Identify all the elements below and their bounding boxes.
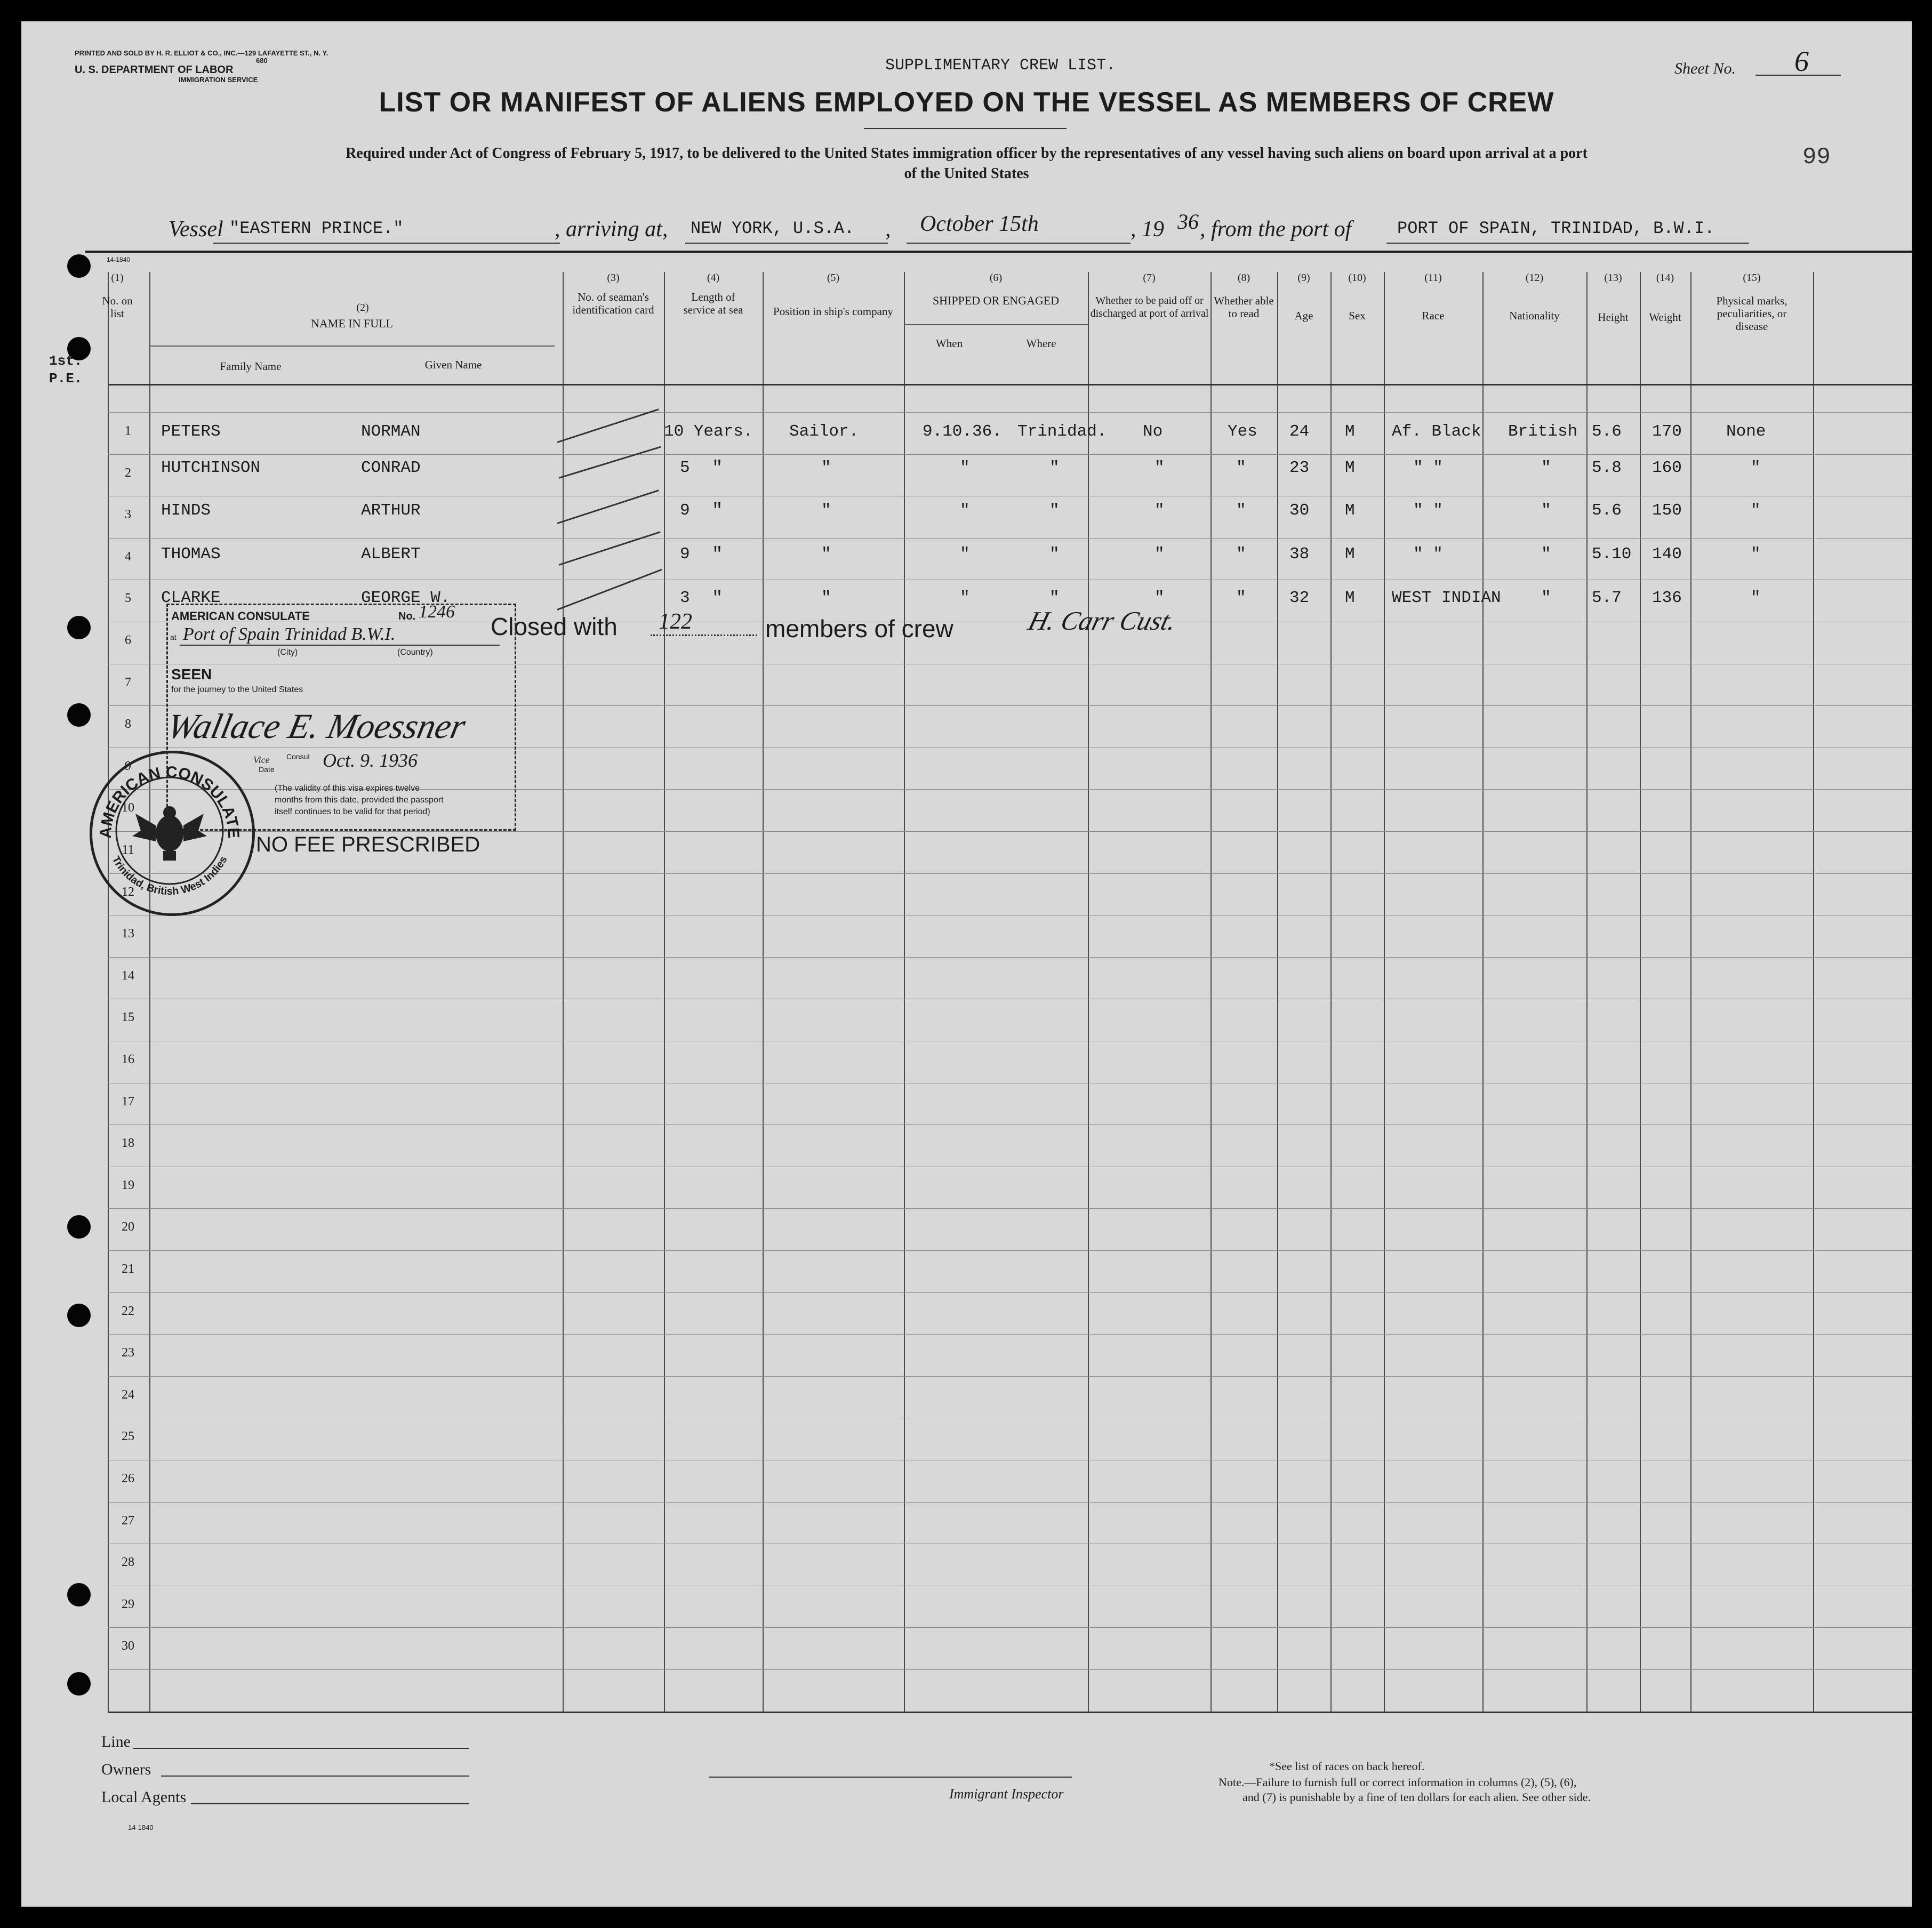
row-number: 22 xyxy=(122,1304,134,1318)
cell-service: 9 xyxy=(680,545,690,564)
row-rule xyxy=(108,454,1912,455)
cell-sex: M xyxy=(1345,545,1355,564)
row-number: 7 xyxy=(125,676,131,689)
arrival-port: NEW YORK, U.S.A. xyxy=(691,219,855,238)
row-number: 24 xyxy=(122,1388,134,1402)
row-rule xyxy=(108,831,1912,832)
row-rule xyxy=(108,1124,1912,1125)
col-num: (7) xyxy=(1143,272,1156,284)
row-number: 8 xyxy=(125,717,131,731)
row-number: 23 xyxy=(122,1346,134,1360)
row-number: 2 xyxy=(125,466,131,480)
row-number: 28 xyxy=(122,1555,134,1569)
stamp-journey: for the journey to the United States xyxy=(171,685,303,694)
master-signature: H. Carr Cust. xyxy=(1025,606,1180,636)
table-bottom-rule xyxy=(108,1712,1912,1713)
cell-read: " xyxy=(1236,545,1246,564)
row-number: 14 xyxy=(122,969,134,983)
eagle-icon xyxy=(132,806,207,861)
ditto-mark: " xyxy=(712,501,723,521)
col-head-nationality: Nationality xyxy=(1509,309,1560,322)
row-number: 13 xyxy=(122,927,134,941)
col-head-shipped: SHIPPED OR ENGAGED xyxy=(932,294,1060,307)
row-rule xyxy=(108,538,1912,539)
col-num: (4) xyxy=(707,272,720,284)
id-card-slash xyxy=(557,489,659,524)
arriving-label: , arriving at, xyxy=(555,217,668,242)
date-underline xyxy=(907,243,1131,244)
vessel-label: Vessel xyxy=(169,217,223,242)
row-number: 6 xyxy=(125,633,131,647)
col-num: (10) xyxy=(1348,272,1366,284)
row-rule xyxy=(108,412,1912,413)
cell-position: " xyxy=(821,459,831,477)
title-rule xyxy=(864,128,1067,129)
row-number: 4 xyxy=(125,550,131,564)
members-label: members of crew xyxy=(765,615,953,642)
service-label: IMMIGRATION SERVICE xyxy=(179,76,258,84)
seal-top-text: AMERICAN CONSULATE xyxy=(97,763,243,839)
cell-family: THOMAS xyxy=(161,545,221,564)
cell-nationality: " xyxy=(1541,501,1551,520)
column-rule xyxy=(1640,272,1641,1712)
cell-paid-off: " xyxy=(1155,459,1165,477)
col-head-weight: Weight xyxy=(1649,311,1681,324)
stamp-country-label: (Country) xyxy=(397,648,433,657)
col-num: (11) xyxy=(1424,272,1442,284)
department-label: U. S. DEPARTMENT OF LABOR xyxy=(75,64,234,76)
col-head-given: Given Name xyxy=(424,358,482,371)
cell-given: ARTHUR xyxy=(361,501,421,520)
margin-note: 1st. xyxy=(49,353,83,369)
cell-weight: 140 xyxy=(1652,545,1682,564)
year-prefix: , 19 xyxy=(1131,217,1164,242)
binder-hole xyxy=(67,616,91,639)
cell-weight: 150 xyxy=(1652,501,1682,520)
cell-read: " xyxy=(1236,501,1246,520)
seal-bottom-text: Trinidad, British West Indies xyxy=(109,854,230,898)
column-rule xyxy=(1482,272,1484,1712)
col-num: (8) xyxy=(1237,272,1250,284)
page-subtitle-cont: of the United States xyxy=(904,165,1029,182)
binder-hole xyxy=(67,1672,91,1696)
cell-family: HINDS xyxy=(161,501,211,520)
departure-underline xyxy=(1386,243,1749,244)
cell-given: GEORGE W. xyxy=(361,589,451,607)
cell-read: Yes xyxy=(1228,422,1257,441)
cell-position: " xyxy=(821,589,831,607)
stamp-at-label: at xyxy=(170,633,177,641)
cell-service: 10 Years. xyxy=(664,422,753,441)
column-rule xyxy=(108,272,109,1712)
footer-owners-label: Owners xyxy=(101,1761,151,1778)
id-card-slash xyxy=(559,531,661,566)
binder-hole xyxy=(67,1304,91,1327)
cell-race: " " xyxy=(1413,545,1443,564)
cell-service: 9 xyxy=(680,501,690,520)
cell-height: 5.6 xyxy=(1592,422,1622,441)
col-head-where: Where xyxy=(1026,337,1056,350)
id-card-slash xyxy=(559,446,661,479)
row-number: 12 xyxy=(122,885,134,899)
row-rule xyxy=(108,1292,1912,1293)
fine-note-cont: and (7) is punishable by a fine of ten dollars for each alien. See other side. xyxy=(1242,1790,1591,1804)
col-head-family: Family Name xyxy=(220,360,282,373)
col-head-race: Race xyxy=(1422,309,1445,322)
cell-sex: M xyxy=(1345,589,1355,607)
col-num: (9) xyxy=(1297,272,1310,284)
binder-hole xyxy=(67,254,91,278)
cell-where: " xyxy=(1049,545,1060,564)
column-rule xyxy=(664,272,665,1712)
inspector-label: Immigrant Inspector xyxy=(949,1786,1064,1802)
footer-form-code: 14-1840 xyxy=(128,1823,154,1831)
ditto-mark: " xyxy=(712,545,723,565)
cell-when: " xyxy=(960,501,970,520)
row-number: 5 xyxy=(125,591,131,605)
cell-marks: " xyxy=(1751,459,1761,477)
cell-marks: None xyxy=(1726,422,1766,441)
stamp-validity: (The validity of this visa expires twelve xyxy=(275,784,420,793)
cell-family: HUTCHINSON xyxy=(161,459,261,477)
col-head-no: No. on list xyxy=(102,294,133,320)
ditto-mark: " xyxy=(712,459,723,479)
cell-sex: M xyxy=(1345,422,1355,441)
cell-weight: 136 xyxy=(1652,589,1682,607)
col-head-sex: Sex xyxy=(1349,309,1366,322)
stamp-vice-label: Vice xyxy=(253,754,270,765)
cell-read: " xyxy=(1236,589,1246,607)
crew-count: 122 xyxy=(659,609,692,634)
column-rule xyxy=(904,272,905,1712)
cell-given: CONRAD xyxy=(361,459,421,477)
stamp-seen: SEEN xyxy=(171,666,212,682)
row-number: 10 xyxy=(122,801,134,815)
cell-paid-off: " xyxy=(1155,501,1165,520)
column-rule xyxy=(1277,272,1278,1712)
row-rule xyxy=(108,1250,1912,1251)
cell-nationality: " xyxy=(1541,589,1551,607)
column-rule xyxy=(763,272,764,1712)
cell-where: Trinidad. xyxy=(1017,422,1107,441)
row-rule xyxy=(108,873,1912,874)
sheet-number: 6 xyxy=(1794,45,1809,77)
cell-position: Sailor. xyxy=(789,422,859,441)
form-small-number: 680 xyxy=(256,57,268,65)
column-rule xyxy=(1813,272,1814,1712)
row-number: 9 xyxy=(125,759,131,773)
consulate-seal xyxy=(90,751,255,916)
row-number: 17 xyxy=(122,1095,134,1108)
departure-port: PORT OF SPAIN, TRINIDAD, B.W.I. xyxy=(1397,219,1715,238)
row-rule xyxy=(108,1627,1912,1628)
cell-when: " xyxy=(960,459,970,477)
no-fee-stamp: NO FEE PRESCRIBED xyxy=(256,833,480,856)
supplementary-label: SUPPLIMENTARY CREW LIST. xyxy=(885,57,1116,75)
row-rule xyxy=(108,957,1912,958)
row-number: 20 xyxy=(122,1220,134,1234)
race-note: *See list of races on back hereof. xyxy=(1269,1760,1425,1773)
col-head-age: Age xyxy=(1294,309,1313,322)
cell-service: 5 xyxy=(680,459,690,477)
col-num: (3) xyxy=(607,272,620,284)
ditto-mark: " xyxy=(712,589,723,609)
row-number: 11 xyxy=(122,843,134,857)
vessel-name: "EASTERN PRINCE." xyxy=(229,219,404,238)
cell-age: 23 xyxy=(1289,459,1310,477)
header-rule xyxy=(85,251,1912,253)
count-dots xyxy=(651,634,757,636)
page-number: 99 xyxy=(1802,144,1831,171)
cell-age: 38 xyxy=(1289,545,1310,564)
column-rule xyxy=(149,272,150,1712)
page-subtitle: Required under Act of Congress of February 5, 1917, to be delivered to the United States immigration officer by the representatives of any vessel having such aliens on board upon arrival at a port xyxy=(346,145,1588,162)
row-number: 30 xyxy=(122,1639,134,1653)
cell-age: 30 xyxy=(1289,501,1310,520)
row-number: 29 xyxy=(122,1597,134,1611)
row-rule xyxy=(108,1502,1912,1503)
col-num: (6) xyxy=(989,272,1003,284)
cell-where: " xyxy=(1049,589,1060,607)
row-number: 16 xyxy=(122,1053,134,1066)
col-num: (2) xyxy=(356,302,369,314)
from-port-label: , from the port of xyxy=(1200,217,1352,242)
col-head-id-card: No. of seaman's identification card xyxy=(572,291,654,316)
cell-race: " " xyxy=(1413,459,1443,477)
cell-read: " xyxy=(1236,459,1246,477)
row-rule xyxy=(108,1669,1912,1670)
inspector-signature-line xyxy=(709,1777,1072,1778)
column-rule xyxy=(1330,272,1332,1712)
sheet-label: Sheet No. xyxy=(1674,60,1736,77)
column-rule xyxy=(1210,272,1212,1712)
col-head-height: Height xyxy=(1598,311,1629,324)
cell-paid-off: " xyxy=(1155,545,1165,564)
row-number: 21 xyxy=(122,1262,134,1276)
col-num: (5) xyxy=(827,272,840,284)
cell-given: NORMAN xyxy=(361,422,421,441)
cell-nationality: " xyxy=(1541,545,1551,564)
cell-when: 9.10.36. xyxy=(923,422,1002,441)
row-number: 15 xyxy=(122,1010,134,1024)
stamp-heading: AMERICAN CONSULATE xyxy=(171,609,310,623)
col-head-paid-off: Whether to be paid off or discharged at port of arrival xyxy=(1090,295,1209,319)
row-number: 19 xyxy=(122,1178,134,1192)
stamp-date-label: Date xyxy=(259,765,275,774)
cell-sex: M xyxy=(1345,459,1355,477)
id-card-slash xyxy=(557,569,662,610)
header-bottom-rule xyxy=(108,384,1912,385)
cell-service: 3 xyxy=(680,589,690,607)
manifest-page: PRINTED AND SOLD BY H. R. ELLIOT & CO., INC.—129 LAFAYETTE ST., N. Y. U. S. DEPARTMENT OF LABOR IMMIGRATION SERVICE 680 SUPPLIMENTARY CREW LIST. Sheet No. 6 LIST OR MANIFEST OF ALIENS EMPLOYED ON THE VESSEL AS MEMBERS OF CREW Required under Act of Congress of February 5, 1917, to be delivered to the United States immigration officer by the representatives of any vessel having such aliens on board upon arrival at a port of the United States 99 Vessel "EASTERN PRINCE." , arriving at, NEW YORK, U.S.A. , October 15th , 19 36 , from the port of PORT OF SPAIN, TRINIDAD, B.W.I. 14-1840 (1) (2) (3) (4) (5) (6) (7) (8) (9) (10) (11) (12) (13) (14) (15) No. on list NAME IN FULL Family Name Given Name No. of seaman's identification card Length of service at sea Position in ship's company SHIPPED OR ENGAGED When Where Whether to be paid off or discharged at port of arrival Whether able to read Age Sex Race Nationality Height Weight Physical marks, peculiarities, or disease 1st. P.E. 1 2 3 4 5 6 7 8 9 10 11 12 13 14 15 16 17 18 19 20 21 22 23 24 25 26 27 28 29 30 PETERS NORMAN 10 Years. Sailor. 9.10.36. Trinidad. No Yes 24 M Af. Black British 5.6 170 None HUTCHINSON CONRAD 5 " " " " " " 23 M " " " 5.8 160 " HINDS ARTHUR 9 " " " " " " 30 M " " " 5.6 150 " THOMAS ALBERT 9 " " " " " " 38 M " " " 5.10 140 " CLARKE GEORGE W. 3 " " " " " " 32 M WEST INDIAN " 5.7 136 " Closed with 122 members of crew H. Carr Cust. AMERICAN CONSULATE No. 1246 at Port of Spain Trinidad B.W.I. (City) (Country) SEEN for the journey to the United States Wallace E. Moessner Vice Consul Date Oct. 9. 1936 (The validity of this visa expires twelve months from this date, provided the passport itself continues to be valid for that period) AMERICAN CONSULATE Trinidad, British West Indies NO FEE PRESCRIBED Line Owners Local Agents Immigrant Inspector *See list of races on back hereof. Note.—Failure to furnish full or correct information in columns (2), (5), (6), and (7) is punishable by a fine of ten dollars for each alien. See other side. 14-1840 xyxy=(21,21,1912,1907)
col-head-position: Position in ship's company xyxy=(773,305,893,318)
stamp-city-label: (City) xyxy=(277,648,298,657)
cell-height: 5.7 xyxy=(1592,589,1622,607)
subheader-rule xyxy=(904,324,1088,325)
cell-age: 24 xyxy=(1289,422,1310,441)
cell-height: 5.8 xyxy=(1592,459,1622,477)
subheader-rule xyxy=(149,346,555,347)
arrival-date: October 15th xyxy=(920,212,1039,236)
cell-sex: M xyxy=(1345,501,1355,520)
stamp-consul-label: Consul xyxy=(286,752,310,761)
cell-height: 5.10 xyxy=(1592,545,1632,564)
stamp-city: Port of Spain Trinidad B.W.I. xyxy=(183,624,396,644)
column-rule xyxy=(1586,272,1588,1712)
row-number: 25 xyxy=(122,1429,134,1443)
row-number: 3 xyxy=(125,508,131,521)
stamp-validity: months from this date, provided the passport xyxy=(275,796,444,805)
col-num: (1) xyxy=(111,272,124,284)
cell-where: " xyxy=(1049,459,1060,477)
row-rule xyxy=(108,1376,1912,1377)
cell-position: " xyxy=(821,545,831,564)
cell-family: PETERS xyxy=(161,422,221,441)
col-num: (13) xyxy=(1604,272,1622,284)
column-rule xyxy=(1690,272,1691,1712)
footer-agents-label: Local Agents xyxy=(101,1788,187,1806)
row-number: 18 xyxy=(122,1136,134,1150)
cell-weight: 160 xyxy=(1652,459,1682,477)
column-rule xyxy=(1384,272,1385,1712)
cell-nationality: " xyxy=(1541,459,1551,477)
row-number: 26 xyxy=(122,1472,134,1485)
cell-when: " xyxy=(960,589,970,607)
column-rule xyxy=(1088,272,1089,1712)
col-head-when: When xyxy=(935,337,963,350)
cell-paid-off: No xyxy=(1143,422,1163,441)
arrival-underline xyxy=(685,243,888,244)
vessel-underline xyxy=(213,243,560,244)
binder-hole xyxy=(67,703,91,727)
cell-family: CLARKE xyxy=(161,589,221,607)
cell-race: " " xyxy=(1413,501,1443,520)
cell-given: ALBERT xyxy=(361,545,421,564)
stamp-no-value: 1246 xyxy=(419,602,455,622)
cell-race: Af. Black xyxy=(1392,422,1481,441)
margin-note: P.E. xyxy=(49,371,83,387)
cell-height: 5.6 xyxy=(1592,501,1622,520)
row-number: 27 xyxy=(122,1514,134,1528)
stamp-date-value: Oct. 9. 1936 xyxy=(323,750,418,771)
cell-marks: " xyxy=(1751,501,1761,520)
col-num: (12) xyxy=(1525,272,1544,284)
cell-position: " xyxy=(821,501,831,520)
col-head-read: Whether able to read xyxy=(1214,294,1274,320)
row-number: 1 xyxy=(125,424,131,438)
column-rule xyxy=(563,272,564,1712)
footer-line-label: Line xyxy=(101,1733,131,1750)
cell-where: " xyxy=(1049,501,1060,520)
stamp-no-label: No. xyxy=(398,610,416,622)
cell-marks: " xyxy=(1751,545,1761,564)
col-head-marks: Physical marks, peculiarities, or disease xyxy=(1716,294,1787,333)
closed-with-label: Closed with xyxy=(491,613,618,640)
fine-note: Note.—Failure to furnish full or correct information in columns (2), (5), (6), xyxy=(1218,1776,1577,1789)
row-rule xyxy=(108,1334,1912,1335)
page-title: LIST OR MANIFEST OF ALIENS EMPLOYED ON THE VESSEL AS MEMBERS OF CREW xyxy=(379,87,1554,118)
col-head-name: NAME IN FULL xyxy=(311,317,393,330)
id-card-slash xyxy=(557,408,659,443)
printer-imprint: PRINTED AND SOLD BY H. R. ELLIOT & CO., INC.—129 LAFAYETTE ST., N. Y. xyxy=(75,49,328,57)
consul-signature: Wallace E. Moessner xyxy=(164,707,469,746)
cell-paid-off: " xyxy=(1155,589,1165,607)
cell-race: WEST INDIAN xyxy=(1392,589,1501,607)
cell-age: 32 xyxy=(1289,589,1310,607)
cell-weight: 170 xyxy=(1652,422,1682,441)
row-rule xyxy=(108,1208,1912,1209)
form-code-small: 14-1840 xyxy=(107,256,131,263)
binder-hole xyxy=(67,1583,91,1606)
col-num: (15) xyxy=(1743,272,1761,284)
cell-marks: " xyxy=(1751,589,1761,607)
cell-nationality: British xyxy=(1508,422,1578,441)
stamp-validity: itself continues to be valid for that period) xyxy=(275,807,430,816)
cell-when: " xyxy=(960,545,970,564)
col-num: (14) xyxy=(1656,272,1674,284)
year-value: 36 xyxy=(1177,210,1199,234)
binder-hole xyxy=(67,1215,91,1239)
col-head-service: Length of service at sea xyxy=(683,291,743,316)
